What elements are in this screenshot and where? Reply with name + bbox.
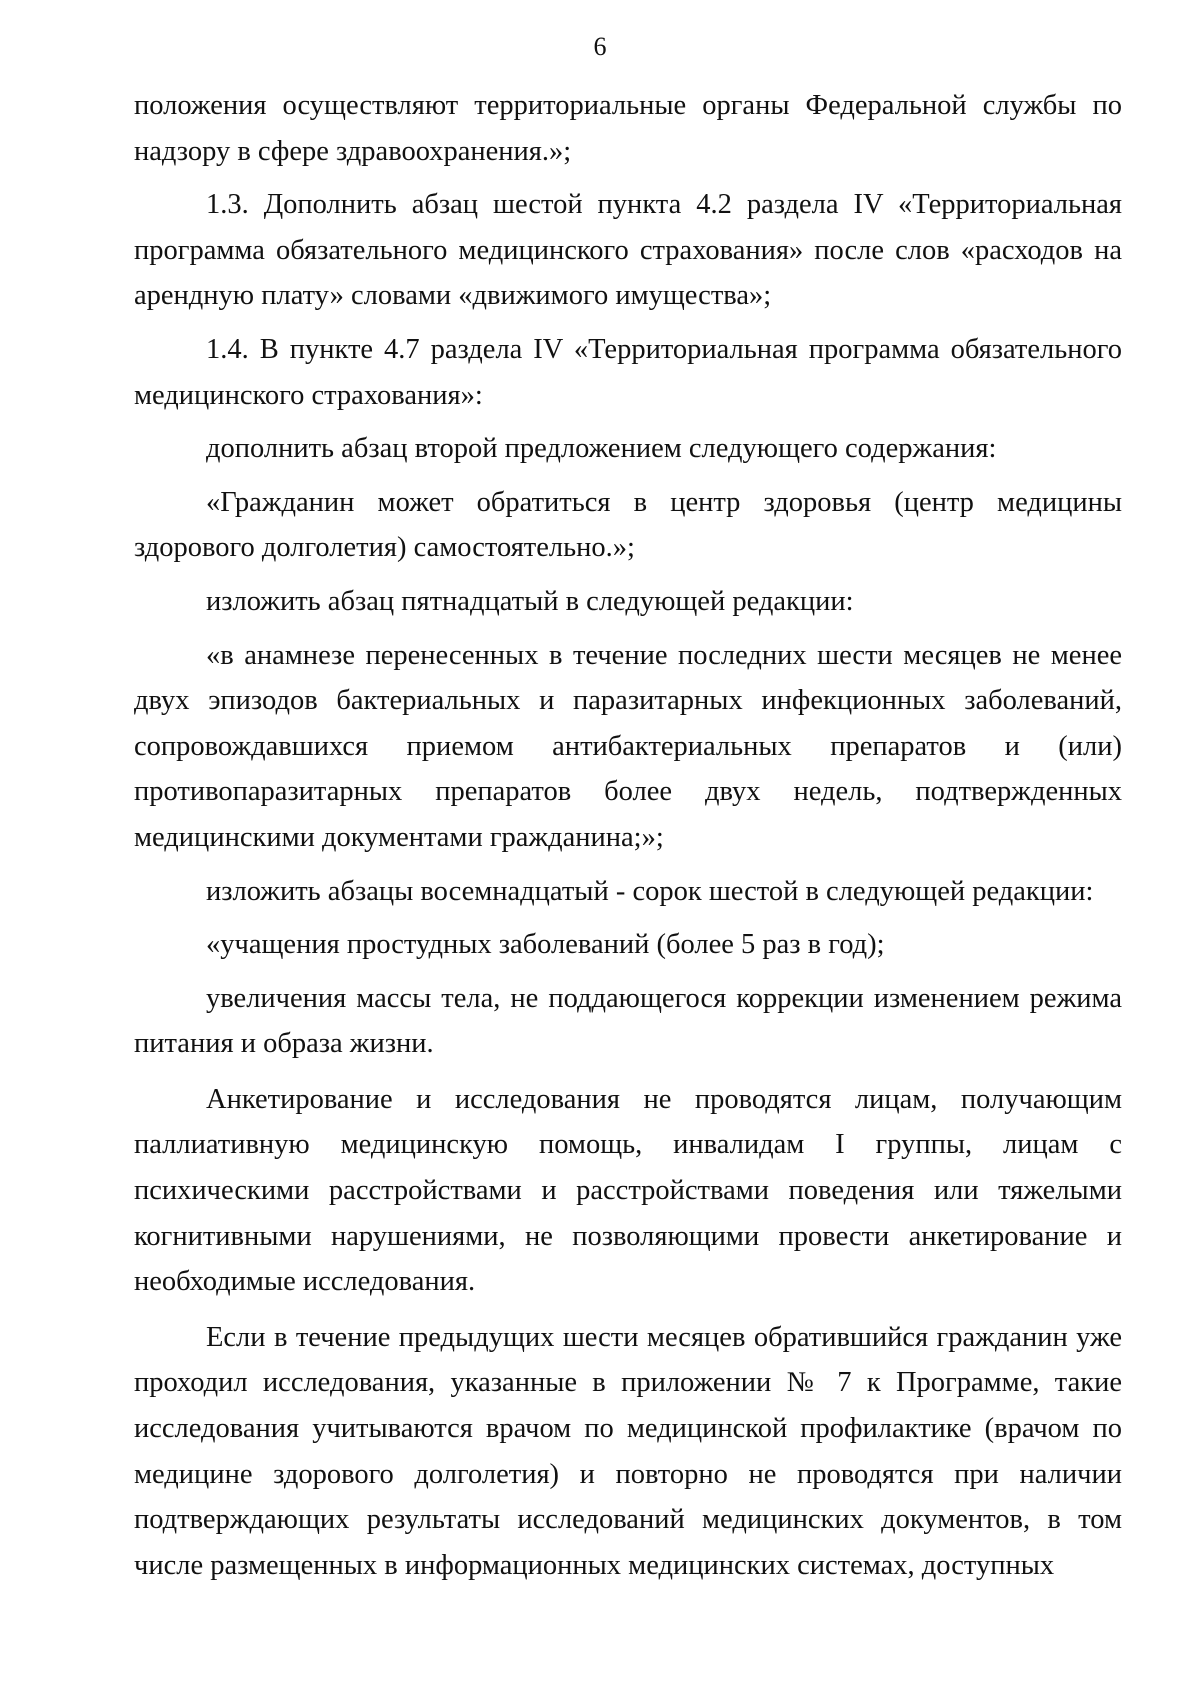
paragraph-colds: «учащения простудных заболеваний (более 5 раз в год);	[206, 929, 885, 961]
document-body	[134, 83, 1122, 1588]
paragraph-questionnaire: Анкетирование и исследования не проводятся лицам, получающим паллиативную медицинскую помощь, инвалидам I группы, лицам с психическими расстройствами и расстройствами поведения или тяжелыми когнитивными нарушениями, не позволяющими провести анкетирование и необходимые исследования.	[134, 1083, 1122, 1298]
paragraph-fifteenth: изложить абзац пятнадцатый в следующей редакции:	[206, 585, 854, 617]
paragraph-citizen-quote: «Гражданин может обратиться в центр здоровья (центр медицины здорового долголетия) самостоятельно.»;	[134, 486, 1122, 564]
paragraph-eighteenth: изложить абзацы восемнадцатый - сорок шестой в следующей редакции:	[206, 875, 1094, 907]
paragraph-item-1-4: 1.4. В пункте 4.7 раздела IV «Территориальная программа обязательного медицинского страхования»:	[134, 333, 1122, 411]
paragraph-continuation: положения осуществляют территориальные органы Федеральной службы по надзору в сфере здравоохранения.»;	[134, 90, 1122, 167]
page-number: 6	[593, 32, 607, 61]
paragraph-add-sentence: дополнить абзац второй предложением следующего содержания:	[206, 433, 997, 465]
paragraph-item-1-3: 1.3. Дополнить абзац шестой пункта 4.2 раздела IV «Территориальная программа обязательного медицинского страхования» после слов «расходов на арендную плату» словами «движимого имущества»;	[134, 189, 1122, 312]
paragraph-previous-tests: Если в течение предыдущих шести месяцев обратившийся гражданин уже проходил исследования, указанные в приложении № 7 к Программе, такие исследования учитываются врачом по медицинской профилактике (врачом по медицине здорового долголетия) и повторно не проводятся при наличии подтверждающих результаты исследований медицинских документов, в том числе размещенных в информационных медицинских системах, доступных	[134, 1321, 1122, 1581]
paragraph-anamnesis-quote: «в анамнезе перенесенных в течение последних шести месяцев не менее двух эпизодов бактериальных и паразитарных инфекционных заболеваний, сопровождавшихся приемом антибактериальных препаратов и (или) противопаразитарных препаратов более двух недель, подтвержденных медицинскими документами гражданина;»;	[134, 639, 1122, 853]
paragraph-body-mass: увеличения массы тела, не поддающегося коррекции изменением режима питания и образа жизни.	[134, 982, 1122, 1060]
